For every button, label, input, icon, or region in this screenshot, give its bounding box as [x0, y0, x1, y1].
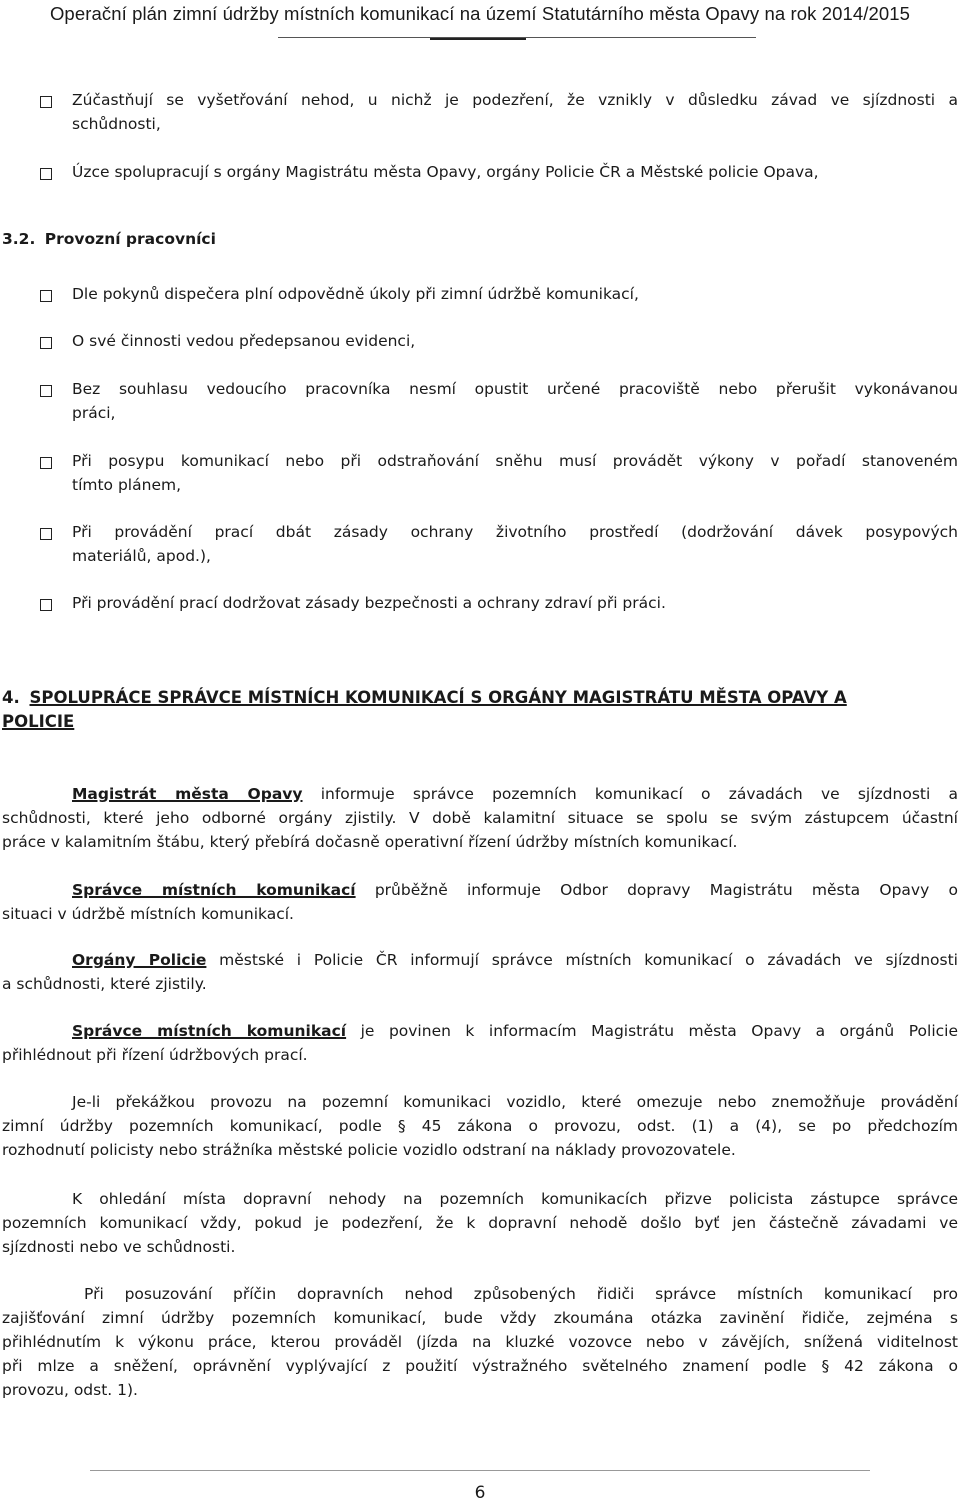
bullet-text: Úzce spolupracují s orgány Magistrátu města Opavy, orgány Policie ČR a Městské policie Opava, [72, 163, 819, 181]
paragraph-lead: Magistrát města Opavy [72, 785, 303, 803]
checkbox-bullet-icon [40, 599, 52, 611]
bullet-text: Při posypu komunikací nebo při odstraňování sněhu musí provádět výkony v pořadí stanoveném tímto plánem, [72, 452, 958, 494]
paragraph: Správce místních komunikací průběžně informuje Odbor dopravy Magistrátu města Opavy o situaci v údržbě místních komunikací. [2, 881, 958, 923]
section-number: 4. [2, 688, 20, 707]
paragraph: Je-li překážkou provozu na pozemní komunikaci vozidlo, které omezuje nebo znemožňuje provádění zimní údržby pozemních komunikací, podle § 45 zákona o provozu, odst. (1) a (4), se po předchozím rozhodnutí policisty nebo strážníka městské policie vozidlo odstraní na náklady provozovatele. [2, 1093, 958, 1159]
checkbox-bullet-icon [40, 337, 52, 349]
header-rule-accent [430, 38, 526, 40]
checkbox-bullet-icon [40, 96, 52, 108]
section-heading [2, 686, 958, 734]
section-title-line1: SPOLUPRÁCE SPRÁVCE MÍSTNÍCH KOMUNIKACÍ S ORGÁNY MAGISTRÁTU MĚSTA OPAVY A [29, 688, 847, 707]
checkbox-bullet-icon [40, 528, 52, 540]
bullet-text: O své činnosti vedou předepsanou evidenci, [72, 332, 416, 350]
paragraph: Magistrát města Opavy informuje správce pozemních komunikací o závadách ve sjízdnosti a schůdnosti, které jeho odborné orgány zjistily. V době kalamitní situace se spolu se svým zástupcem účastní práce v kalamitním štábu, který přebírá dočasně operativní řízení údržby místních komunikací. [2, 785, 958, 851]
footer-rule [90, 1470, 870, 1471]
bullet-text: Zúčastňují se vyšetřování nehod, u nichž je podezření, že vznikly v důsledku závad ve sjízdnosti a schůdnosti, [72, 91, 958, 133]
paragraph-lead: Správce místních komunikací [72, 881, 356, 899]
paragraph: Orgány Policie městské i Policie ČR informují správce místních komunikací o závadách ve sjízdnosti a schůdnosti, které zjistily. [2, 951, 958, 993]
paragraph-lead: Orgány Policie [72, 951, 207, 969]
checkbox-bullet-icon [40, 385, 52, 397]
page-number: 6 [474, 1483, 486, 1503]
section-title: Provozní pracovníci [44, 230, 216, 248]
document-header: Operační plán zimní údržby místních komunikací na území Statutárního města Opavy na rok 2014/2015 [49, 3, 911, 24]
bullet-text: Dle pokynů dispečera plní odpovědně úkoly při zimní údržbě komunikací, [72, 285, 639, 303]
bullet-text: Při provádění prací dodržovat zásady bezpečnosti a ochrany zdraví při práci. [72, 594, 666, 612]
paragraph: Správce místních komunikací je povinen k informacím Magistrátu města Opavy a orgánů Policie přihlédnout při řízení údržbových prací. [2, 1022, 958, 1064]
paragraph: Při posuzování příčin dopravních nehod způsobených řidiči správce místních komunikací pro zajišťování zimní údržby pozemních komunikací, bude vždy zkoumána otázka zavinění řidiče, zejména s přihlédnutím k výkonu práce, kterou prováděl (jízda na kluzké vozovce nebo v závějích, snížená viditelnost při mlze a sněžení, oprávnění vyplývající z použití výstražného světelného znamení podle § 42 zákona o provozu, odst. 1). [2, 1285, 958, 1399]
checkbox-bullet-icon [40, 168, 52, 180]
paragraph-lead: Správce místních komunikací [72, 1022, 347, 1040]
section-heading [2, 230, 216, 248]
checkbox-bullet-icon [40, 457, 52, 469]
section-title-line2: POLICIE [2, 712, 75, 731]
paragraph: K ohledání místa dopravní nehody na pozemních komunikacích přizve policista zástupce správce pozemních komunikací vždy, pokud je podezření, že k dopravní nehodě došlo byť jen částečně závadami ve sjízdnosti nebo ve schůdnosti. [2, 1190, 958, 1256]
checkbox-bullet-icon [40, 290, 52, 302]
bullet-text: Bez souhlasu vedoucího pracovníka nesmí opustit určené pracoviště nebo přerušit vykonávanou práci, [72, 380, 958, 422]
bullet-text: Při provádění prací dbát zásady ochrany životního prostředí (dodržování dávek posypových materiálů, apod.), [72, 523, 958, 565]
section-number: 3.2. [2, 230, 36, 248]
